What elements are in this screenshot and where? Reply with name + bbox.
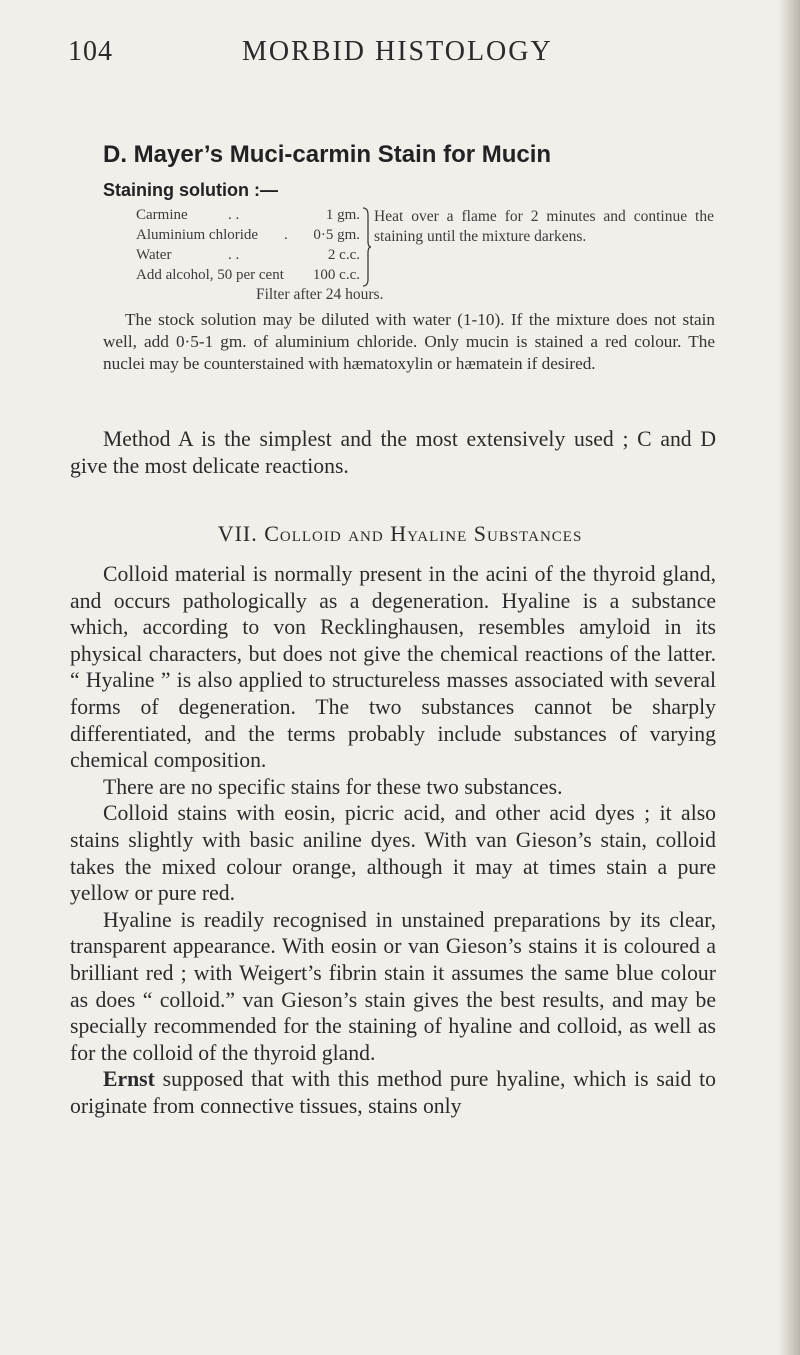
ingredient-name: Water <box>136 247 172 263</box>
ingredient-name: Carmine <box>136 207 188 223</box>
paragraph-text: supposed that with this method pure hyaline, which is said to originate from connective tissues, stains only <box>70 1067 716 1118</box>
paragraph: Colloid material is normally present in the acini of the thyroid gland, and occurs pathologically as a degeneration. Hyaline is a substance which, according to von Recklinghausen, resembles amyloid in its physical characters, but does not give the chemical reactions of the latter. “ Hyaline ” is also applied to structureless masses associated with several forms of degeneration. The two substances cannot be sharply differentiated, and the terms probably include substances of varying chemical composition. <box>70 562 716 773</box>
ingredient-quantity: 0·5 gm. <box>313 227 360 243</box>
leader-dots: . <box>284 227 288 243</box>
leader-dots: . . <box>228 247 240 263</box>
page-header <box>0 36 800 76</box>
section-d-title: D. Mayer’s Muci-carmin Stain for Mucin <box>103 141 552 168</box>
section-vii-body <box>70 561 716 1119</box>
paragraph: There are no specific stains for these two substances. <box>103 774 563 799</box>
filter-note: Filter after 24 hours. <box>256 286 384 303</box>
heating-instructions: Heat over a flame for 2 minutes and continue the staining until the mixture darkens. <box>374 208 714 245</box>
method-summary-paragraph <box>70 426 716 479</box>
curly-brace <box>362 207 372 287</box>
paragraph: Hyaline is readily recognised in unstained preparations by its clear, transparent appearance. With eosin or van Gieson’s stains it is coloured a brilliant red ; with Weigert’s fibrin stain it assumes the same blue colour as does “ colloid.” van Gieson’s stain gives the best results, and may be specially recommended for the staining of hyaline and colloid, as well as for the colloid of the thyroid gland. <box>70 907 716 1065</box>
ingredient-name: Aluminium chloride <box>136 227 259 243</box>
staining-solution-label: Staining solution :— <box>103 180 278 200</box>
page-edge-shadow <box>778 0 800 1355</box>
author-name-ernst: Ernst <box>103 1067 155 1092</box>
section-vii-title: VII. Colloid and Hyaline Substances <box>217 521 583 546</box>
page-number: 104 <box>68 36 113 67</box>
leader-dots: . . <box>228 207 240 223</box>
running-head: MORBID HISTOLOGY <box>242 36 553 67</box>
ingredient-name: Add alcohol, 50 per cent <box>136 267 284 283</box>
ingredient-quantity: 100 c.c. <box>312 267 360 283</box>
stock-solution-paragraph <box>103 309 715 376</box>
ingredient-quantity: 2 c.c. <box>327 247 360 263</box>
ingredient-quantity: 1 gm. <box>325 207 360 223</box>
paragraph: Method A is the simplest and the most extensively used ; C and D give the most delicate reactions. <box>70 427 716 478</box>
paragraph: Colloid stains with eosin, picric acid, and other acid dyes ; it also stains slightly with basic aniline dyes. With van Gieson’s stain, colloid takes the mixed colour orange, although it may at times stain a pure yellow or pure red. <box>70 801 716 906</box>
paragraph: The stock solution may be diluted with water (1-10). If the mixture does not stain well, add 0·5-1 gm. of aluminium chloride. Only mucin is stained a red colour. The nuclei may be counterstained with hæmatoxylin or hæmatein if desired. <box>103 310 715 374</box>
paragraph <box>70 1066 716 1119</box>
